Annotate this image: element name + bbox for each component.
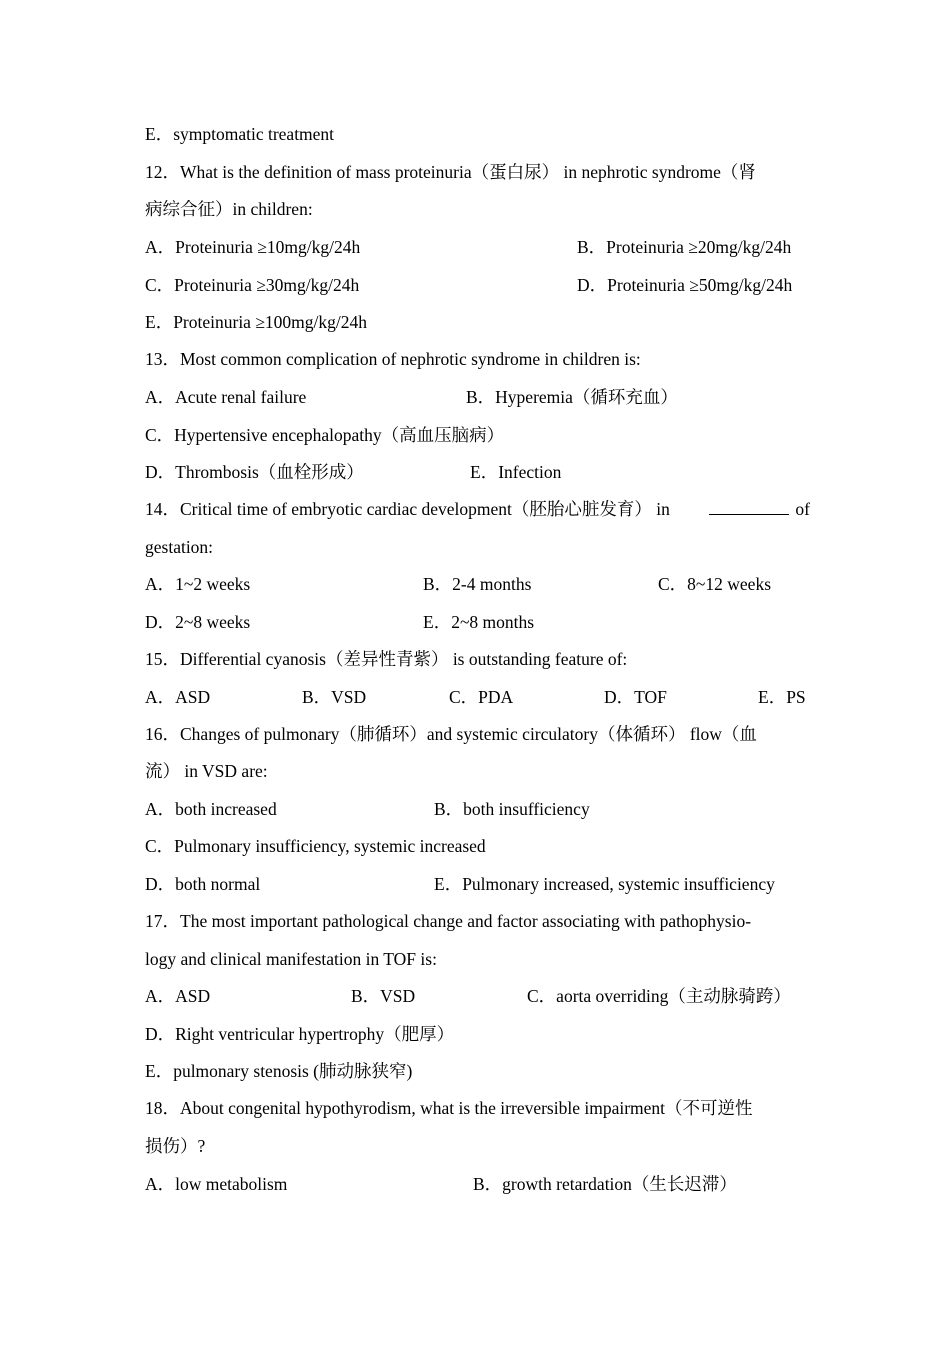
q13-option-b: B．Hyperemia（循环充血） (466, 387, 678, 407)
q14-option-a: A．1~2 weeks (145, 574, 251, 594)
q15-stem: 15．Differential cyanosis（差异性青紫） is outstanding feature of: (145, 649, 628, 669)
q14-option-b: B．2-4 months (423, 574, 532, 594)
q13-option-e: E．Infection (470, 462, 562, 482)
q12-option-b: B．Proteinuria ≥20mg/kg/24h (577, 237, 792, 257)
q14-option-d: D．2~8 weeks (145, 612, 251, 632)
q17-option-e: E．pulmonary stenosis (肺动脉狭窄) (145, 1061, 413, 1081)
q17-option-d: D．Right ventricular hypertrophy（肥厚） (145, 1024, 455, 1044)
q16-stem-line1: 16．Changes of pulmonary（肺循环）and systemic circulatory（体循环） flow（血 (145, 724, 757, 744)
q15-option-c: C．PDA (449, 687, 514, 707)
q12-stem-line2: 病综合征）in children: (145, 199, 313, 219)
q15-option-a: A．ASD (145, 687, 211, 707)
q14-stem-line1 (145, 498, 810, 520)
q11-option-e: E．symptomatic treatment (145, 124, 335, 144)
q17-stem-line1: 17．The most important pathological change and factor associating with pathophysio- (145, 911, 752, 931)
q12-stem-line1: 12．What is the definition of mass proteinuria（蛋白尿） in nephrotic syndrome（肾 (145, 162, 756, 182)
q15-option-d: D．TOF (604, 687, 667, 707)
q18-stem-line1: 18．About congenital hypothyrodism, what is the irreversible impairment（不可逆性 (145, 1098, 753, 1118)
q16-option-c: C．Pulmonary insufficiency, systemic increased (145, 836, 486, 856)
q14-stem-post: of (795, 499, 810, 519)
q16-stem-line2: 流） in VSD are: (145, 761, 268, 781)
q13-stem: 13．Most common complication of nephrotic syndrome in children is: (145, 349, 641, 369)
q16-option-b: B．both insufficiency (434, 799, 590, 819)
q14-stem-line2: gestation: (145, 537, 214, 557)
q14-answer-blank (709, 498, 789, 515)
q17-option-a: A．ASD (145, 986, 211, 1006)
q18-stem-line2: 损伤）? (145, 1136, 206, 1156)
q14-option-e: E．2~8 months (423, 612, 535, 632)
q12-option-a: A．Proteinuria ≥10mg/kg/24h (145, 237, 361, 257)
q17-stem-line2: logy and clinical manifestation in TOF is: (145, 949, 437, 969)
q18-option-a: A．low metabolism (145, 1174, 288, 1194)
q12-option-d: D．Proteinuria ≥50mg/kg/24h (577, 275, 793, 295)
q13-option-a: A．Acute renal failure (145, 387, 307, 407)
q12-option-c: C．Proteinuria ≥30mg/kg/24h (145, 275, 360, 295)
q17-option-b: B．VSD (351, 986, 416, 1006)
q16-option-e: E．Pulmonary increased, systemic insufficiency (434, 874, 775, 894)
q13-option-c: C．Hypertensive encephalopathy（高血压脑病） (145, 425, 505, 445)
q16-option-a: A．both increased (145, 799, 277, 819)
q12-option-e: E．Proteinuria ≥100mg/kg/24h (145, 312, 368, 332)
q18-option-b: B．growth retardation（生长迟滞） (473, 1174, 737, 1194)
q17-option-c: C．aorta overriding（主动脉骑跨） (527, 986, 791, 1006)
q16-option-d: D．both normal (145, 874, 261, 894)
q14-stem-pre: 14．Critical time of embryotic cardiac development（胚胎心脏发育） in (145, 499, 670, 519)
q15-option-e: E．PS (758, 687, 806, 707)
q15-option-b: B．VSD (302, 687, 367, 707)
q14-option-c: C．8~12 weeks (658, 574, 771, 594)
q13-option-d: D．Thrombosis（血栓形成） (145, 462, 364, 482)
